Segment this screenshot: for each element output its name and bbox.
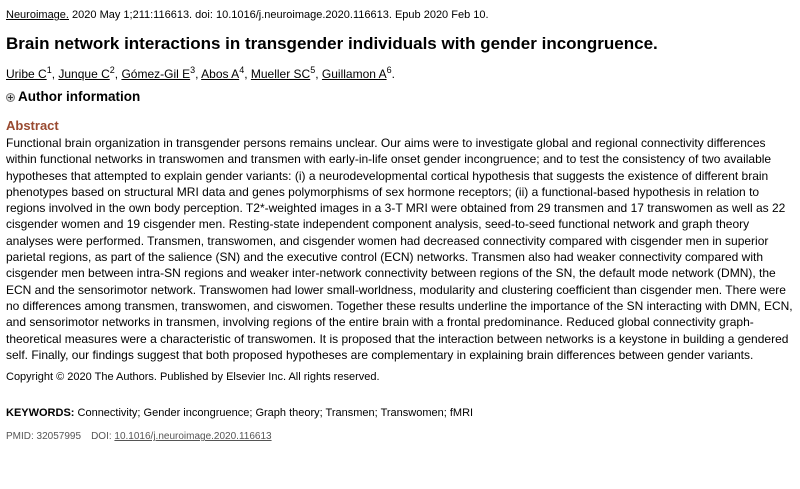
keywords-label: KEYWORDS: [6, 407, 75, 420]
author-affiliation: 1 [46, 65, 52, 75]
author-link[interactable]: Guillamon A [321, 67, 387, 81]
citation-details: 2020 May 1;211:116613. doi: 10.1016/j.neuroimage.2020.116613. Epub 2020 Feb 10. [68, 9, 489, 21]
author-affiliation: 4 [239, 65, 245, 75]
author-link[interactable]: Abos A [201, 67, 240, 81]
doi-label: DOI: [91, 431, 115, 443]
pmid: PMID: 32057995 [6, 431, 82, 443]
author-information-toggle[interactable] [6, 88, 794, 106]
journal-link[interactable]: Neuroimage. [6, 9, 69, 21]
author-affiliation: 5 [310, 65, 316, 75]
author-information-label: Author information [18, 89, 141, 104]
abstract-text: Functional brain organization in transgender persons remains unclear. Our aims were to investigate global and regional connectivity differences within functional networks in transwomen and transmen with early-in-life onset gender incongruence; and to test the consistency of two available hypotheses that attempted to explain gender variants: (i) a neurodevelopmental cortical hypothesis that suggests the existence of different brain phenotypes based on structural MRI data and genes polymorphisms of sex hormone receptors; (ii) a functional-based hypothesis in relation to regions involved in the own body perception. T2*-weighted images in a 3-T MRI were obtained from 29 transmen and 17 transwomen as well as 22 cisgender women and 19 cisgender men. Resting-state independent component analysis, seed-to-seed functional network and graph theory analyses were performed. Transmen, transwomen, and cisgender women had decreased connectivity compared with cisgender men in superior parietal regions, as part of the salience (SN) and the executive control (ECN) networks. Transmen also had weaker connectivity compared with cisgender men between intra-SN regions and weaker inter-network connectivity between regions of the SN, the default mode network (DMN), the ECN and the sensorimotor network. Transwomen had lower small-worldness, modularity and clustering coefficient than cisgender men. There were no differences among transmen, transwomen, and ciswomen. Together these results underline the importance of the SN interacting with DMN, ECN, and sensorimotor networks in transmen, involving regions of the entire brain with a frontal predominance. Reduced global connectivity graph-theoretical measures were a characteristic of transwomen. It is proposed that the interaction between networks is a keystone in building a gendered self. Finally, our findings suggest that both proposed hypotheses are complementary in explaining brain differences between gender variants. [6, 136, 793, 362]
keywords-list: Connectivity; Gender incongruence; Graph theory; Transmen; Transwomen; fMRI [74, 407, 474, 420]
author-affiliation: 6 [386, 65, 392, 75]
author-link[interactable]: Mueller SC [250, 67, 311, 81]
doi-link[interactable]: 10.1016/j.neuroimage.2020.116613 [114, 431, 272, 443]
author-link[interactable]: Gómez-Gil E [121, 67, 191, 81]
copyright-notice: Copyright © 2020 The Authors. Published by Elsevier Inc. All rights reserved. [6, 371, 380, 384]
keywords [6, 406, 794, 420]
identifiers [6, 430, 794, 443]
abstract-heading: Abstract [6, 118, 59, 133]
article-title: Brain network interactions in transgender individuals with gender incongruence. [6, 34, 658, 53]
citation [6, 8, 794, 22]
author-link[interactable]: Uribe C [6, 67, 47, 81]
author-affiliation: 3 [190, 65, 196, 75]
expand-plus-icon[interactable] [6, 93, 15, 102]
author-link[interactable]: Junque C [58, 67, 110, 81]
author-affiliation: 2 [109, 65, 115, 75]
author-list: Uribe $C^1$, Junque $C^2$, Gómez-Gil $E^3$, Abos $A^4$, Mueller $SC^5$, Guillamon $A^6$. [6, 65, 395, 81]
